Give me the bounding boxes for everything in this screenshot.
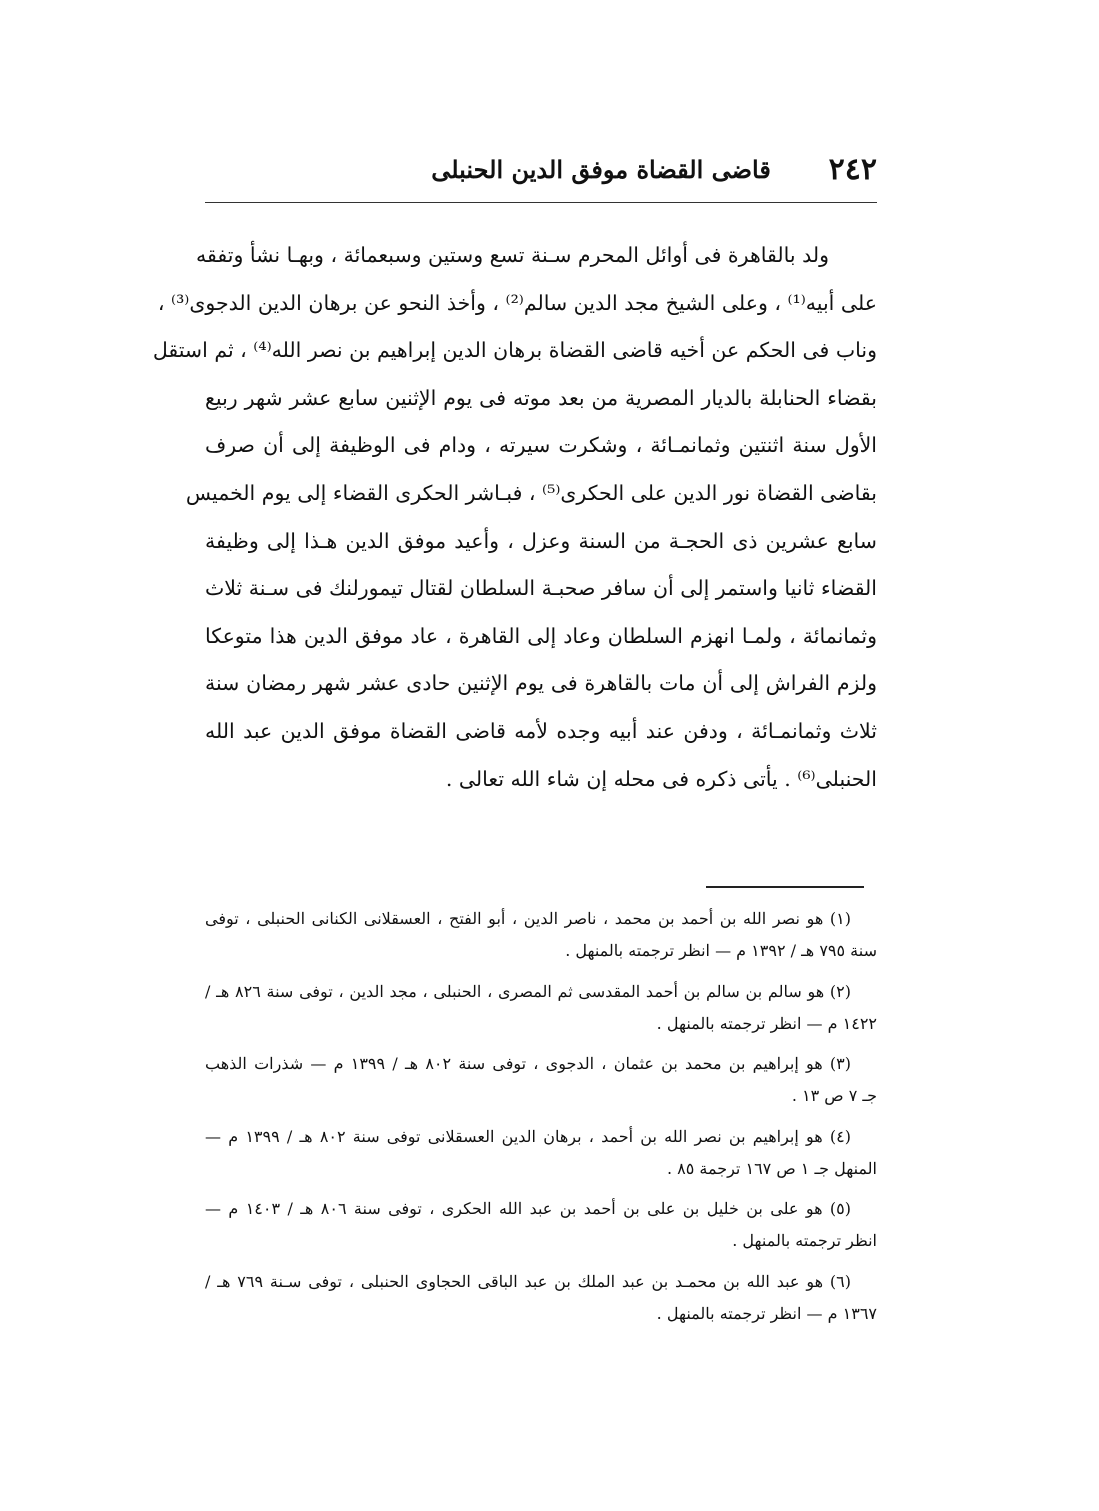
text-line: على أبيه⁽¹⁾ ، وعلى الشيخ مجد الدين سالم⁽²⁾ ، وأخذ النحو عن برهان الدين الدجوى⁽³⁾ ، [157, 290, 877, 315]
footnote-line: (٤) هو إبراهيم بن نصر الله بن أحمد ، برهان الدين العسقلانى توفى سنة ٨٠٢ هـ / ١٣٩٩ م — [205, 1126, 852, 1146]
paragraph [152, 232, 877, 803]
footnote-line: (١) هو نصر الله بن أحمد بن محمد ، ناصر الدين ، أبو الفتح ، العسقلانى الكنانى الحنبلى ، توفى [205, 909, 851, 928]
footnote-4 [205, 1121, 877, 1185]
footnote-1 [205, 903, 877, 967]
text-line: بقاضى القضاة نور الدين على الحكرى⁽⁵⁾ ، فبـاشر الحكرى القضاء إلى يوم الخميس [185, 480, 877, 505]
main-text [152, 232, 877, 803]
text-line: وثمانمائة ، ولمـا انهزم السلطان وعاد إلى القاهرة ، عاد موفق الدين هذا متوعكا [205, 623, 877, 648]
footnote-3 [205, 1048, 877, 1112]
footnotes [205, 903, 877, 1338]
footnote-line: (٥) هو على بن خليل بن على بن أحمد بن عبد الله الحكرى ، توفى سنة ٨٠٦ هـ / ١٤٠٣ م — [205, 1199, 852, 1218]
footnote-2 [205, 976, 877, 1040]
footnote-6 [205, 1266, 877, 1330]
footnote-line: انظر ترجمته بالمنهل . [732, 1231, 877, 1250]
text-line: الحنبلى⁽⁶⁾ . يأتى ذكره فى محله إن شاء الله تعالى . [445, 766, 877, 791]
header-rule [205, 202, 877, 203]
text-line: ثلاث وثمانمـائة ، ودفن عند أبيه وجده لأمه قاضى القضاة موفق الدين عبد الله [205, 718, 877, 743]
footnote-5 [205, 1193, 877, 1257]
footnote-line: (٢) هو سالم بن سالم بن أحمد المقدسى ثم المصرى ، الحنبلى ، مجد الدين ، توفى سنة ٨٢٦ هـ / [205, 981, 852, 1001]
text-line: الأول سنة اثنتين وثمانمـائة ، وشكرت سيرته ، ودام فى الوظيفة إلى أن صرف [205, 433, 877, 458]
footnote-line: (٣) هو إبراهيم بن محمد بن عثمان ، الدجوى ، توفى سنة ٨٠٢ هـ / ١٣٩٩ م — شذرات الذهب [205, 1054, 852, 1073]
footnote-line: سنة ٧٩٥ هـ / ١٣٩٢ م — انظر ترجمته بالمنهل . [565, 941, 877, 960]
text-line: سابع عشرين ذى الحجـة من السنة وعزل ، وأعيد موفق الدين هـذا إلى وظيفة [205, 528, 877, 553]
page-number: ٢٤٢ [828, 152, 877, 187]
text-line: ولد بالقاهرة فى أوائل المحرم سـنة تسع وستين وسبعمائة ، وبهـا نشأ وتفقه [196, 243, 829, 267]
text-line: وناب فى الحكم عن أخيه قاضى القضاة برهان الدين إبراهيم بن نصر الله⁽⁴⁾ ، ثم استقل [152, 338, 877, 363]
footnote-line: ١٣٦٧ م — انظر ترجمته بالمنهل . [656, 1303, 877, 1323]
footnote-line: ١٤٢٢ م — انظر ترجمته بالمنهل . [656, 1013, 877, 1033]
footnote-line: المنهل جـ ١ ص ١٦٧ ترجمة ٨٥ . [666, 1158, 877, 1178]
running-head [205, 150, 877, 190]
footnote-line: جـ ٧ ص ١٣ . [791, 1086, 877, 1105]
footnote-rule [706, 886, 864, 888]
footnote-line: (٦) هو عبد الله بن محمـد بن عبد الملك بن عبد الباقى الحجاوى الحنبلى ، توفى سـنة ٧٦٩ هـ / [205, 1271, 852, 1291]
running-title: قاضى القضاة موفق الدين الحنبلى [431, 155, 771, 184]
text-line: القضاء ثانيا واستمر إلى أن سافر صحبـة السلطان لقتال تيمورلنك فى سـنة ثلاث [204, 576, 877, 601]
text-line: ولزم الفراش إلى أن مات بالقاهرة فى يوم الإثنين حادى عشر شهر رمضان سنة [205, 671, 877, 696]
text-line: بقضاء الحنابلة بالديار المصرية من بعد موته فى يوم الإثنين سابع عشر شهر ربيع [205, 385, 877, 410]
